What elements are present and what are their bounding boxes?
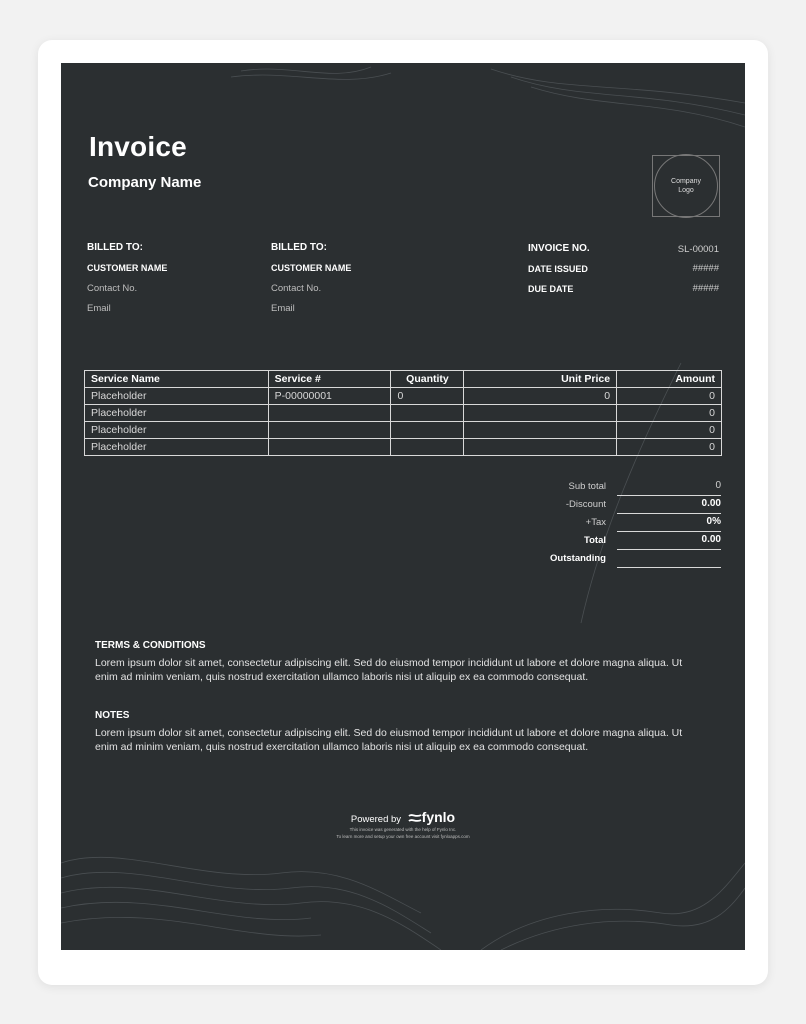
fynlo-wave-icon [408, 813, 422, 823]
cell-quantity [391, 405, 464, 422]
due-date-label: DUE DATE [528, 284, 574, 294]
date-issued-label: DATE ISSUED [528, 264, 588, 274]
company-name: Company Name [88, 174, 202, 191]
customer-name: CUSTOMER NAME [271, 263, 352, 273]
header-unit-price: Unit Price [464, 371, 617, 388]
cell-quantity [391, 439, 464, 456]
logo-text: Company Logo [671, 178, 701, 194]
cell-service-number: P-00000001 [268, 388, 391, 405]
footer-line-1: This invoice was generated with the help of Fynlo Inc. [349, 827, 457, 832]
cell-service-number [268, 422, 391, 439]
subtotal-label: Sub total [568, 481, 606, 492]
items-table [84, 370, 722, 456]
cell-amount: 0 [617, 405, 722, 422]
cell-quantity: 0 [391, 388, 464, 405]
cell-service-name: Placeholder [85, 405, 269, 422]
table-row [85, 405, 722, 422]
billed-to-heading: BILLED TO: [271, 242, 327, 253]
invoice-no-label: INVOICE NO. [528, 243, 590, 254]
invoice-title: Invoice [89, 131, 187, 162]
cell-amount: 0 [617, 388, 722, 405]
cell-service-number [268, 439, 391, 456]
company-logo [652, 155, 720, 217]
cell-service-name: Placeholder [85, 439, 269, 456]
cell-amount: 0 [617, 422, 722, 439]
tax-label: +Tax [585, 517, 606, 528]
outstanding-value [617, 552, 721, 568]
cell-service-name: Placeholder [85, 422, 269, 439]
billed-to-heading: BILLED TO: [87, 242, 143, 253]
brand-name: fynlo [421, 809, 456, 825]
cell-amount: 0 [617, 439, 722, 456]
cell-unit-price: 0 [464, 388, 617, 405]
cell-service-number [268, 405, 391, 422]
discount-label: -Discount [565, 499, 606, 510]
notes-heading: NOTES [95, 710, 130, 721]
due-date-value: ##### [692, 283, 719, 294]
table-row [85, 388, 722, 405]
discount-value: 0.00 [617, 498, 721, 514]
cell-service-name: Placeholder [85, 388, 269, 405]
cell-unit-price [464, 405, 617, 422]
cell-unit-price [464, 439, 617, 456]
notes-text: Lorem ipsum dolor sit amet, consectetur adipiscing elit. Sed do eiusmod tempor incididunt ut labore et dolore magna aliqua. Ut enim ad minim veniam, quis nostrud exercitation ullamco laboris nisi ut aliquip ex ea commodo consequat. [95, 727, 683, 753]
invoice-no-value: SL-00001 [677, 244, 719, 255]
customer-email: Email [271, 303, 295, 314]
cell-unit-price [464, 422, 617, 439]
cell-quantity [391, 422, 464, 439]
header-quantity: Quantity [391, 371, 464, 388]
customer-contact: Contact No. [271, 283, 322, 294]
footer-line-2: To learn more and setup your own free account visit fynloapps.com [336, 834, 470, 839]
powered-by-label: Powered by [350, 814, 402, 825]
outstanding-label: Outstanding [550, 553, 606, 564]
customer-contact: Contact No. [87, 283, 138, 294]
powered-by [61, 809, 745, 825]
terms-text: Lorem ipsum dolor sit amet, consectetur adipiscing elit. Sed do eiusmod tempor incididunt ut labore et dolore magna aliqua. Ut enim ad minim veniam, quis nostrud exercitation ullamco laboris nisi ut aliquip ex ea commodo consequat. [95, 657, 683, 683]
customer-name: CUSTOMER NAME [87, 263, 168, 273]
header-amount: Amount [617, 371, 722, 388]
total-value: 0.00 [617, 534, 721, 550]
table-header-row [85, 371, 722, 388]
table-row [85, 422, 722, 439]
date-issued-value: ##### [692, 263, 719, 274]
tax-value: 0% [617, 516, 721, 532]
header-service-name: Service Name [85, 371, 269, 388]
subtotal-value: 0 [617, 480, 721, 496]
invoice-sheet [61, 63, 745, 950]
terms-heading: TERMS & CONDITIONS [95, 640, 206, 651]
customer-email: Email [87, 303, 111, 314]
total-label: Total [584, 535, 606, 546]
header-service-number: Service # [268, 371, 391, 388]
brand-logo [408, 809, 455, 825]
table-row [85, 439, 722, 456]
